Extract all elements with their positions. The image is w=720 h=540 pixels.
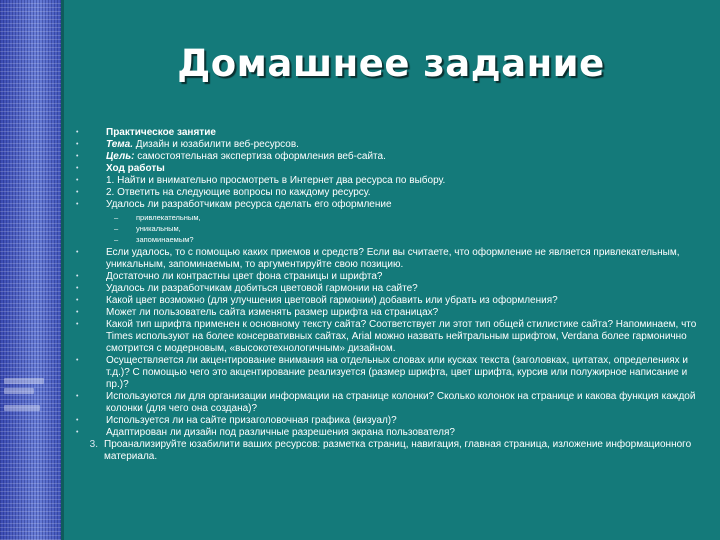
final-task-text: Проанализируйте юзабилити ваших ресурсов: разметка страниц, навигация, главная страница, изложение информационного материала. bbox=[104, 439, 692, 462]
bullet-icon: • bbox=[76, 285, 79, 292]
strip-accent bbox=[4, 405, 40, 411]
dash-icon: – bbox=[114, 235, 119, 244]
bullet-icon: • bbox=[76, 129, 79, 136]
left-decorative-strip bbox=[0, 0, 62, 540]
bullet-topic bbox=[74, 139, 699, 151]
sub-item-text: уникальным, bbox=[136, 224, 181, 233]
bullet-question bbox=[74, 427, 699, 439]
question-text: Используются ли для организации информации на странице колонки? Сколько колонок на странице и какова функция каждой колонки (для чего она создана)? bbox=[106, 391, 696, 414]
slide-content bbox=[74, 127, 699, 463]
question-text: Удалось ли разработчикам ресурса сделать его оформление bbox=[106, 199, 392, 210]
question-text: Если удалось, то с помощью каких приемов и средств? Если вы считаете, что оформление не является привлекательным, уникальным, запоминаемым, то аргументируйте свою позицию. bbox=[106, 247, 680, 270]
question-text: Осуществляется ли акцентирование внимания на отдельных словах или кусках текста (заголовках, цитатах, определениях и т.д.)? С помощью чего это акцентирование реализуется (размер шрифта, цвет шрифта, курсив или полужирное написание и пр.)? bbox=[106, 355, 688, 390]
numbered-item-3 bbox=[74, 439, 699, 463]
goal-label: Цель: bbox=[106, 151, 135, 162]
topic-label: Тема. bbox=[106, 139, 134, 150]
question-text: Может ли пользователь сайта изменять размер шрифта на страницах? bbox=[106, 307, 439, 318]
sub-item bbox=[74, 223, 699, 234]
bullet-icon: • bbox=[76, 393, 79, 400]
question-text: Достаточно ли контрастны цвет фона страницы и шрифта? bbox=[106, 271, 383, 282]
bullet-icon: • bbox=[76, 201, 79, 208]
bullet-icon: • bbox=[76, 321, 79, 328]
bullet-q0 bbox=[74, 199, 699, 211]
bullet-practical bbox=[74, 127, 699, 139]
bullet-workflow bbox=[74, 163, 699, 175]
slide-title: Домашнее задание bbox=[177, 42, 605, 85]
question-text: Адаптирован ли дизайн под различные разрешения экрана пользователя? bbox=[106, 427, 455, 438]
bullet-question bbox=[74, 247, 699, 271]
bullet-icon: • bbox=[76, 177, 79, 184]
bullet-step1 bbox=[74, 175, 699, 187]
strip-accent bbox=[4, 378, 44, 384]
bullet-icon: • bbox=[76, 309, 79, 316]
practical-label: Практическое занятие bbox=[106, 127, 216, 138]
bullet-icon: • bbox=[76, 153, 79, 160]
bullet-question bbox=[74, 415, 699, 427]
bullet-question bbox=[74, 391, 699, 415]
bullet-question bbox=[74, 319, 699, 355]
bullet-icon: • bbox=[76, 429, 79, 436]
strip-accent bbox=[4, 388, 34, 394]
bullet-question bbox=[74, 307, 699, 319]
sub-item bbox=[74, 234, 699, 245]
topic-text: Дизайн и юзабилити веб-ресурсов. bbox=[133, 139, 299, 150]
sub-item bbox=[74, 212, 699, 223]
bullet-icon: • bbox=[76, 357, 79, 364]
bullet-icon: • bbox=[76, 249, 79, 256]
bullet-question bbox=[74, 295, 699, 307]
bullet-icon: • bbox=[76, 297, 79, 304]
dash-icon: – bbox=[114, 224, 119, 233]
sub-item-text: привлекательным, bbox=[136, 213, 201, 222]
bullet-icon: • bbox=[76, 141, 79, 148]
bullet-icon: • bbox=[76, 417, 79, 424]
bullet-icon: • bbox=[76, 273, 79, 280]
workflow-label: Ход работы bbox=[106, 163, 165, 174]
bullet-question bbox=[74, 283, 699, 295]
sub-item-text: запоминаемым? bbox=[136, 235, 194, 244]
question-text: Какой тип шрифта применен к основному тексту сайта? Соответствует ли этот тип общей стилистике сайта? Напоминаем, что Times используют на более консервативных сайтах, Arial можно назвать нейтральным шрифтом, Verdana более гармонично смотрится с модерновым, «высокотехнологичным» дизайном. bbox=[106, 319, 697, 354]
dash-icon: – bbox=[114, 213, 119, 222]
bullet-icon: • bbox=[76, 189, 79, 196]
question-text: Удалось ли разработчикам добиться цветовой гармонии на сайте? bbox=[106, 283, 418, 294]
goal-text: самостоятельная экспертиза оформления веб-сайта. bbox=[134, 151, 386, 162]
bullet-step2 bbox=[74, 187, 699, 199]
bullet-question bbox=[74, 355, 699, 391]
question-text: Какой цвет возможно (для улучшения цветовой гармонии) добавить или убрать из оформления? bbox=[106, 295, 558, 306]
question-text: Используется ли на сайте призаголовочная графика (визуал)? bbox=[106, 415, 397, 426]
item-number: 3. bbox=[89, 439, 98, 450]
step1-text: 1. Найти и внимательно просмотреть в Интернет два ресурса по выбору. bbox=[106, 175, 446, 186]
bullet-goal bbox=[74, 151, 699, 163]
bullet-icon: • bbox=[76, 165, 79, 172]
bullet-question bbox=[74, 271, 699, 283]
step2-text: 2. Ответить на следующие вопросы по каждому ресурсу. bbox=[106, 187, 371, 198]
